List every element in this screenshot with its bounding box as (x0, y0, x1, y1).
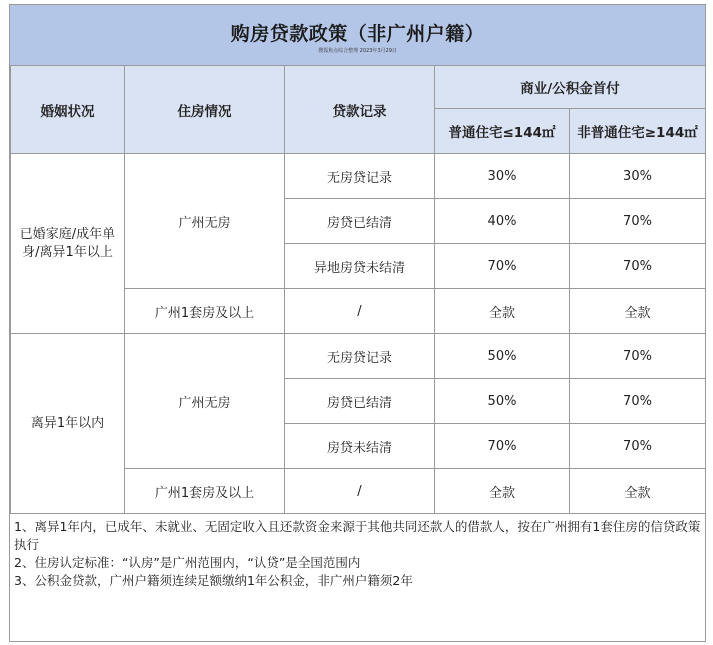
non-ordinary-rate-cell: 全款 (570, 469, 706, 514)
non-ordinary-rate-cell: 70% (570, 379, 706, 424)
loan-record-cell: 房贷已结清 (285, 199, 435, 244)
ordinary-rate-cell: 全款 (435, 469, 570, 514)
title-bar (10, 5, 705, 65)
header-non-ordinary: 非普通住宅≥144㎡ (570, 109, 706, 154)
housing-cell: 广州无房 (125, 154, 285, 289)
note-item: 3、公积金贷款，广州户籍须连续足额缴纳1年公积金，非广州户籍须2年 (14, 573, 413, 588)
header-marital: 婚姻状况 (11, 66, 125, 154)
housing-cell: 广州1套房及以上 (125, 469, 285, 514)
loan-record-cell: 无房贷记录 (285, 334, 435, 379)
notes (10, 512, 705, 590)
note-item: 1、离异1年内，已成年、未就业、无固定收入且还款资金来源于其他共同还款人的借款人，按在广州拥有1套住房的信贷政策执行 (14, 519, 701, 552)
page-title: 购房贷款政策（非广州户籍） (230, 23, 485, 45)
non-ordinary-rate-cell: 30% (570, 154, 706, 199)
housing-cell: 广州1套房及以上 (125, 289, 285, 334)
note-item: 2、住房认定标准：“认房”是广州范围内，“认贷”是全国范围内 (14, 555, 361, 570)
non-ordinary-rate-cell: 70% (570, 424, 706, 469)
loan-record-cell: 异地房贷未结清 (285, 244, 435, 289)
header-loan-record: 贷款记录 (285, 66, 435, 154)
page-subtitle: 搜狐焦点综合整理 2023年3月29日 (318, 48, 397, 54)
marital-status-cell: 已婚家庭/成年单身/离异1年以上 (11, 154, 125, 334)
table-row (11, 154, 706, 199)
ordinary-rate-cell: 30% (435, 154, 570, 199)
table-header (11, 66, 706, 154)
loan-record-cell: / (285, 289, 435, 334)
ordinary-rate-cell: 40% (435, 199, 570, 244)
loan-record-cell: 房贷已结清 (285, 379, 435, 424)
ordinary-rate-cell: 50% (435, 379, 570, 424)
loan-record-cell: / (285, 469, 435, 514)
ordinary-rate-cell: 70% (435, 244, 570, 289)
ordinary-rate-cell: 50% (435, 334, 570, 379)
non-ordinary-rate-cell: 70% (570, 334, 706, 379)
non-ordinary-rate-cell: 全款 (570, 289, 706, 334)
table-row (11, 334, 706, 379)
header-housing: 住房情况 (125, 66, 285, 154)
non-ordinary-rate-cell: 70% (570, 244, 706, 289)
loan-record-cell: 房贷未结清 (285, 424, 435, 469)
non-ordinary-rate-cell: 70% (570, 199, 706, 244)
loan-record-cell: 无房贷记录 (285, 154, 435, 199)
header-down-payment: 商业/公积金首付 (435, 66, 706, 109)
housing-cell: 广州无房 (125, 334, 285, 469)
marital-status-cell: 离异1年以内 (11, 334, 125, 514)
policy-table (10, 65, 706, 514)
ordinary-rate-cell: 70% (435, 424, 570, 469)
table-body (11, 154, 706, 514)
header-ordinary: 普通住宅≤144㎡ (435, 109, 570, 154)
ordinary-rate-cell: 全款 (435, 289, 570, 334)
